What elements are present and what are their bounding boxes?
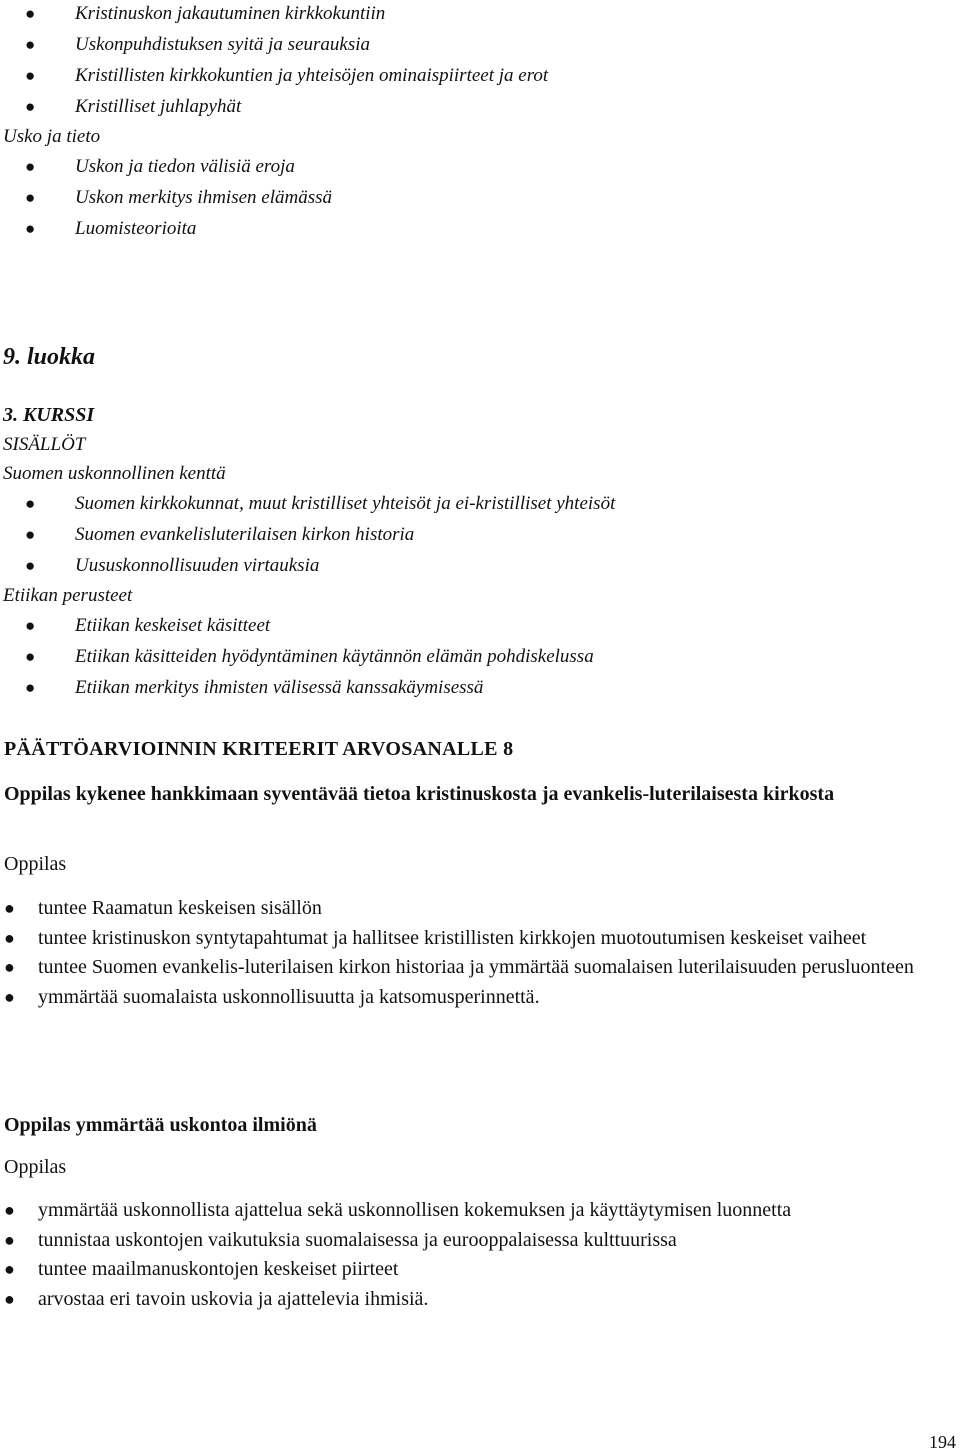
topic-list-top xyxy=(0,0,960,122)
bullet-icon: ● xyxy=(4,927,15,948)
bullet-icon: ● xyxy=(25,219,36,238)
bullet-icon: ● xyxy=(4,1259,15,1279)
list-item: ● Uskonpuhdistuksen syitä ja seurauksia xyxy=(0,29,960,60)
topic-list-suomen-kentta xyxy=(0,488,960,581)
bullet-icon: ● xyxy=(25,678,36,697)
topic-heading: Usko ja tieto xyxy=(3,126,101,147)
list-item: ● ymmärtää uskonnollista ajattelua sekä uskonnollisen kokemuksen ja käyttäytymisen luonnetta xyxy=(0,1196,958,1226)
list-item: ● ymmärtää suomalaista uskonnollisuutta ja katsomusperinnettä. xyxy=(0,983,958,1013)
list-item: ● Suomen kirkkokunnat, muut kristilliset yhteisöt ja ei-kristilliset yhteisöt xyxy=(0,488,960,519)
bullet-icon: ● xyxy=(25,556,36,575)
course-title: 3. KURSSI xyxy=(3,404,95,426)
criteria-list-1 xyxy=(0,894,958,1012)
list-item: ● arvostaa eri tavoin uskovia ja ajattelevia ihmisiä. xyxy=(0,1285,958,1315)
list-item: ● tuntee kristinuskon syntytapahtumat ja hallitsee kristillisten kirkkojen muotoutumisen keskeiset vaiheet xyxy=(0,924,958,954)
topic-heading: Etiikan perusteet xyxy=(3,585,133,606)
list-item: ● tuntee Raamatun keskeisen sisällön xyxy=(0,894,958,924)
bullet-icon: ● xyxy=(25,188,36,207)
goal-subject-1: Oppilas xyxy=(4,853,67,875)
bullet-icon: ● xyxy=(4,898,15,918)
list-item: ● tuntee Suomen evankelis-luterilaisen kirkon historiaa ja ymmärtää suomalaisen luterilaisuuden perusluonteen xyxy=(0,953,958,983)
topic-list-usko-tieto xyxy=(0,151,960,244)
bullet-icon: ● xyxy=(25,494,36,513)
page-number: 194 xyxy=(929,1432,956,1452)
list-item: ● Uskon merkitys ihmisen elämässä xyxy=(0,182,960,213)
goal-title-1: Oppilas kykenee hankkimaan syventävää tietoa kristinuskosta ja evankelis-luterilaisesta kirkosta xyxy=(4,783,835,805)
contents-label: SISÄLLÖT xyxy=(3,434,86,455)
list-item: ● Kristillisten kirkkokuntien ja yhteisöjen ominaispiirteet ja erot xyxy=(0,60,960,91)
bullet-icon: ● xyxy=(25,525,36,544)
topic-list-etiikka xyxy=(0,610,960,703)
bullet-icon: ● xyxy=(25,4,36,23)
grade-title: 9. luokka xyxy=(3,344,96,370)
previous-course-contents xyxy=(0,0,960,244)
criteria-heading: PÄÄTTÖARVIOINNIN KRITEERIT ARVOSANALLE 8 xyxy=(4,738,514,760)
bullet-icon: ● xyxy=(4,1200,15,1220)
list-item: ● tunnistaa uskontojen vaikutuksia suomalaisessa ja eurooppalaisessa kulttuurissa xyxy=(0,1226,958,1256)
bullet-icon: ● xyxy=(25,157,36,176)
bullet-icon: ● xyxy=(25,616,36,635)
bullet-icon: ● xyxy=(25,66,36,85)
bullet-icon: ● xyxy=(4,1288,15,1309)
goal-title-2: Oppilas ymmärtää uskontoa ilmiönä xyxy=(4,1114,317,1136)
bullet-icon: ● xyxy=(4,1229,15,1250)
list-item: ● Etiikan keskeiset käsitteet xyxy=(0,610,960,641)
list-item: ● Uskon ja tiedon välisiä eroja xyxy=(0,151,960,182)
list-item: ● Etiikan käsitteiden hyödyntäminen käytännön elämän pohdiskelussa xyxy=(0,641,960,672)
list-item: ● Etiikan merkitys ihmisten välisessä kanssakäymisessä xyxy=(0,672,960,703)
goal-subject-2: Oppilas xyxy=(4,1156,67,1178)
list-item: ● Luomisteorioita xyxy=(0,213,960,244)
list-item: ● Uususkonnollisuuden virtauksia xyxy=(0,550,960,581)
list-item: ● Suomen evankelisluterilaisen kirkon historia xyxy=(0,519,960,550)
topic-heading: Suomen uskonnollinen kenttä xyxy=(3,463,226,484)
list-item: ● tuntee maailmanuskontojen keskeiset piirteet xyxy=(0,1255,958,1285)
criteria-list-2 xyxy=(0,1196,958,1314)
bullet-icon: ● xyxy=(4,986,15,1007)
bullet-icon: ● xyxy=(25,97,36,116)
bullet-icon: ● xyxy=(25,647,36,666)
bullet-icon: ● xyxy=(25,35,36,54)
bullet-icon: ● xyxy=(4,957,15,977)
course-section xyxy=(0,400,960,703)
list-item: ● Kristinuskon jakautuminen kirkkokuntiin xyxy=(0,0,960,29)
list-item: ● Kristilliset juhlapyhät xyxy=(0,91,960,122)
